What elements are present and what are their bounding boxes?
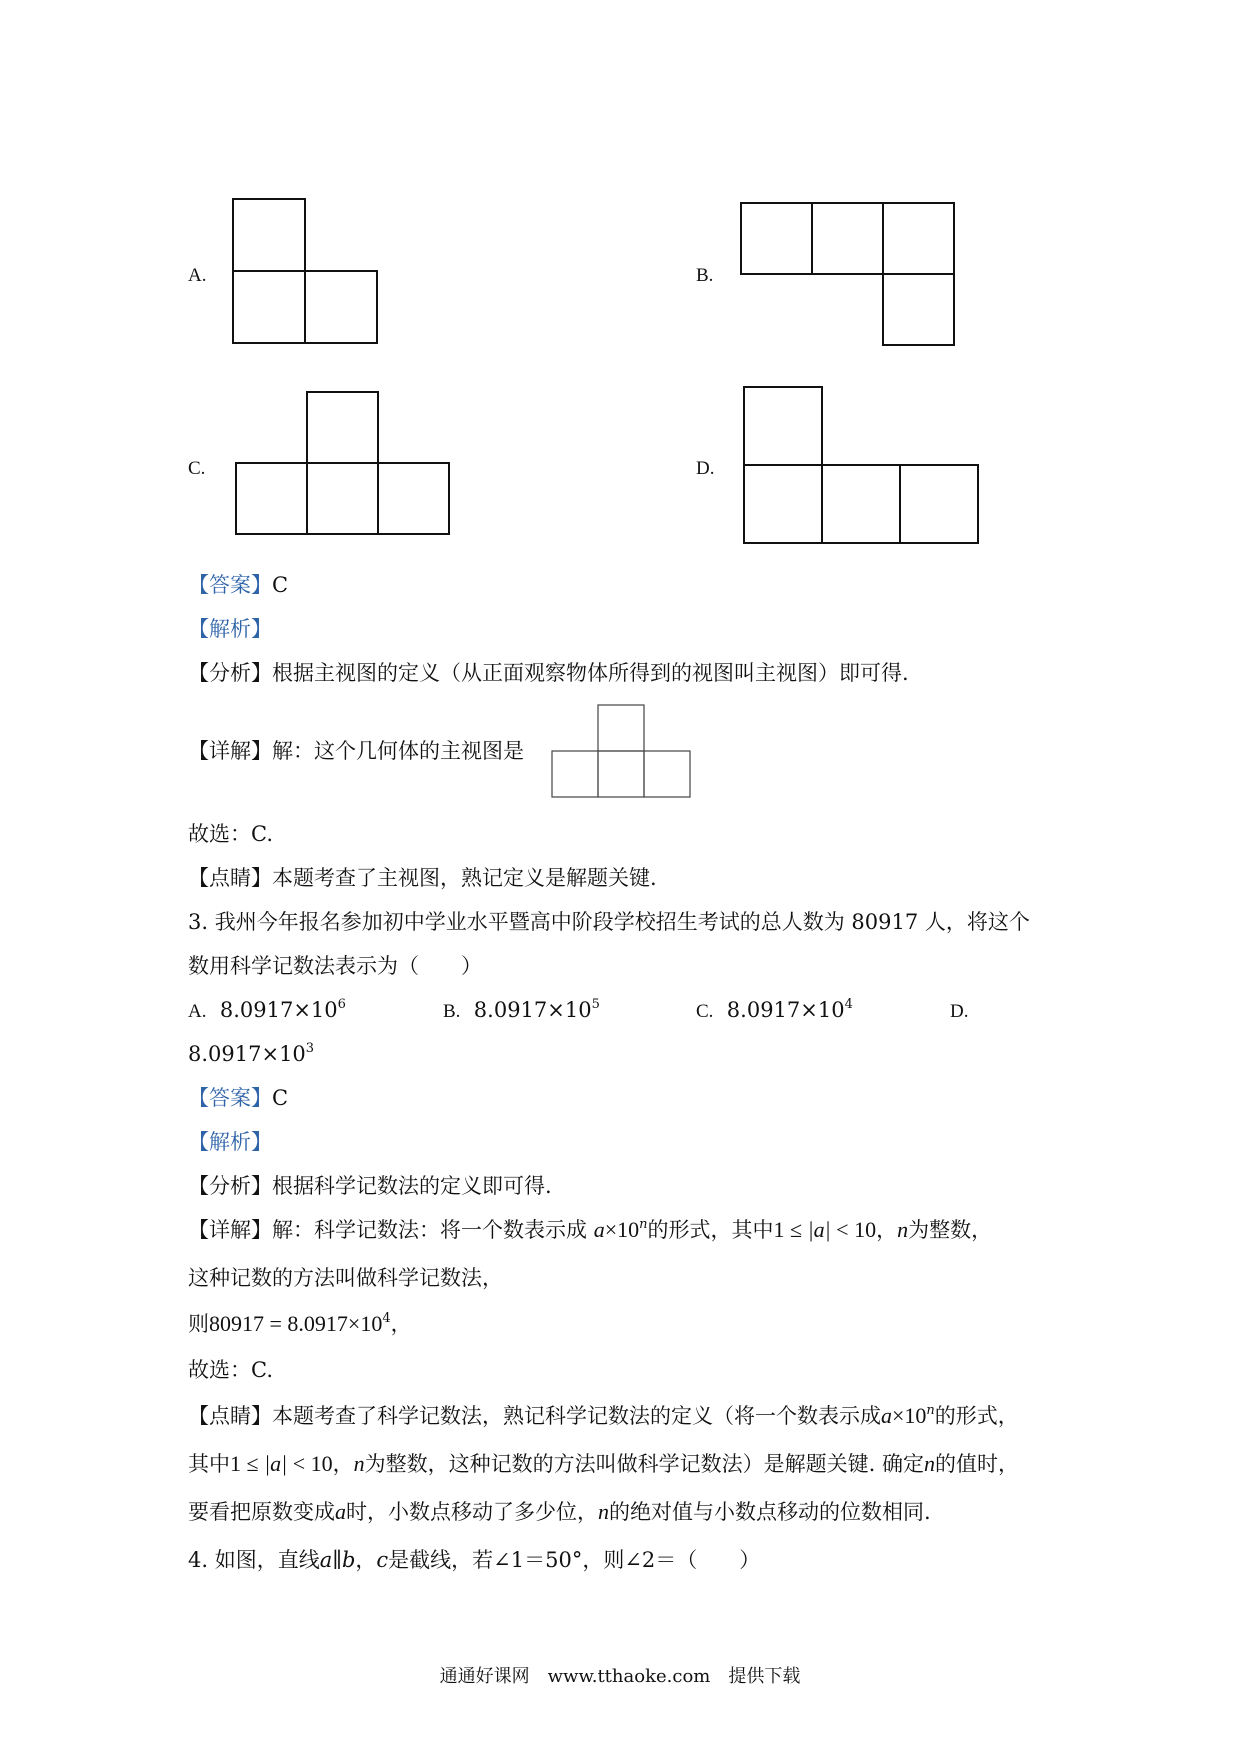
- q3-option-c: C. $8.0917\times 10^4$: [696, 997, 853, 1022]
- q2-guxuan-line: 故选：C.: [188, 822, 273, 846]
- q3-option-b: B. $8.0917\times 10^5$: [443, 997, 600, 1022]
- q3-guxuan-line: 故选：C.: [188, 1358, 273, 1382]
- q3-xiangjie-line-3: 则$80917 = 8.0917\times 10^4$，: [188, 1311, 412, 1336]
- q3-stem-line-1: 3. 我州今年报名参加初中学业水平暨高中阶段学校招生考试的总人数为 80917 人，将这个: [188, 910, 1030, 934]
- dianjing-text: 本题考查了主视图，熟记定义是解题关键.: [272, 866, 657, 890]
- fenxi-tag: 【分析】: [188, 661, 272, 685]
- xiangjie-tag: 【详解】: [188, 1218, 272, 1242]
- q3-analysis-tag-line: [188, 1128, 272, 1156]
- answer-value: C: [272, 573, 289, 597]
- q4-stem-line: 4. 如图，直线a∥b，c是截线，若∠1＝50°，则∠2＝（ ）: [188, 1548, 761, 1572]
- answer-tag: 【答案】: [188, 1086, 272, 1110]
- q3-dianjing-line-3: 要看把原数变成a时，小数点移动了多少位，n的绝对值与小数点移动的位数相同.: [188, 1499, 931, 1524]
- q3-option-b-label: B.: [443, 1001, 461, 1022]
- option-c-label: C.: [188, 458, 206, 479]
- xiangjie-text: 解：这个几何体的主视图是: [272, 739, 524, 763]
- q3-stem-line-2: 数用科学记数法表示为（ ）: [188, 954, 482, 978]
- option-d-label: D.: [696, 458, 715, 479]
- fenxi-text: 根据科学记数法的定义即可得.: [272, 1174, 552, 1198]
- q3-dianjing-line-2: 其中1 ≤ |a| < 10，n为整数，这种记数的方法叫做科学记数法）是解题关键. 确定n的值时，: [188, 1451, 1019, 1476]
- option-a-figure: [232, 198, 382, 348]
- answer-value: C: [272, 1086, 289, 1110]
- q3-xiangjie-line-2: 这种记数的方法叫做科学记数法，: [188, 1266, 503, 1290]
- q3-option-d: $8.0917\times 10^3$: [188, 1041, 315, 1066]
- q3-option-d-label: D.: [950, 1001, 969, 1022]
- q2-answer-line: [188, 571, 288, 599]
- option-d-figure: [743, 386, 983, 546]
- dianjing-tag: 【点睛】: [188, 866, 272, 890]
- q3-answer-line: [188, 1084, 288, 1112]
- analysis-tag: 【解析】: [188, 1130, 272, 1154]
- q2-analysis-tag-line: [188, 615, 272, 643]
- q3-option-a: A. $8.0917\times 10^6$: [188, 997, 346, 1022]
- option-a-label: A.: [188, 265, 207, 286]
- option-c-figure: [235, 391, 457, 541]
- front-view-figure: [550, 704, 695, 804]
- q3-option-a-label: A.: [188, 1001, 207, 1022]
- q2-fenxi-line: [188, 659, 909, 687]
- q3-option-d-label-line: [950, 996, 968, 1026]
- q3-option-c-label: C.: [696, 1001, 714, 1022]
- fenxi-text: 根据主视图的定义（从正面观察物体所得到的视图叫主视图）即可得.: [272, 661, 909, 685]
- q2-dianjing-line: [188, 864, 657, 892]
- analysis-tag: 【解析】: [188, 617, 272, 641]
- q3-fenxi-line: [188, 1172, 552, 1200]
- xiangjie-tag: 【详解】: [188, 739, 272, 763]
- page-footer: 通通好课网 www.tthaoke.com 提供下载: [439, 1666, 801, 1687]
- fenxi-tag: 【分析】: [188, 1174, 272, 1198]
- q3-xiangjie-line-1: 【详解】解：科学记数法：将一个数表示成 $a\times 10^n$的形式，其中1 ≤ |a| < 10，n为整数，: [188, 1217, 993, 1242]
- option-b-figure: [740, 202, 962, 352]
- q2-xiangjie-line: [188, 737, 524, 765]
- dianjing-tag: 【点睛】: [188, 1404, 272, 1428]
- option-b-label: B.: [696, 265, 714, 286]
- answer-tag: 【答案】: [188, 573, 272, 597]
- q3-dianjing-line-1: 【点睛】本题考查了科学记数法，熟记科学记数法的定义（将一个数表示成$a\times 10^n$的形式，: [188, 1403, 1019, 1428]
